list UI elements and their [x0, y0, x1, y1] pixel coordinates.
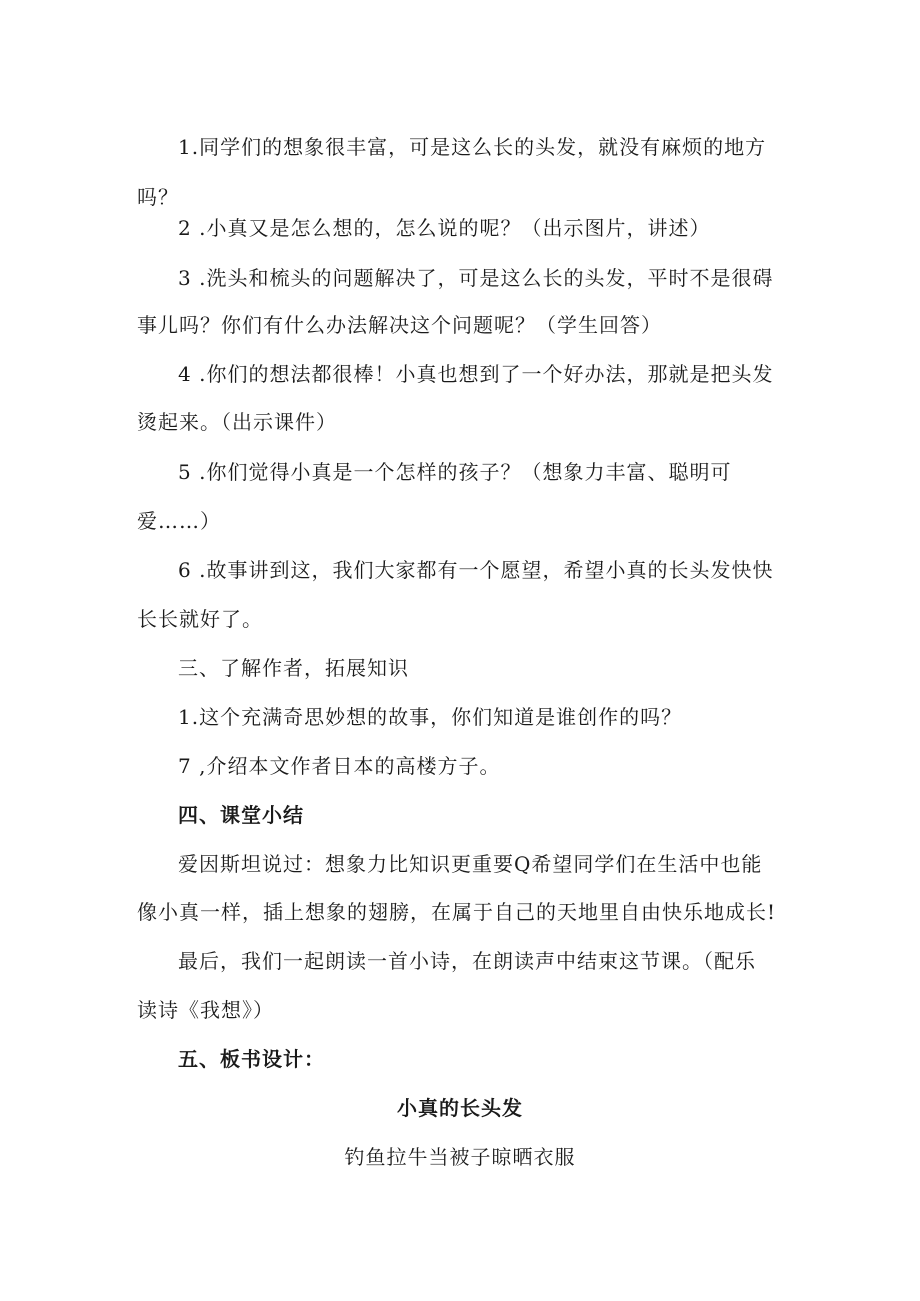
paragraph-2: 2 .小真又是怎么想的，怎么说的呢？（出示图片，讲述） — [178, 216, 711, 240]
paragraph-3-line-1: 3 .洗头和梳头的问题解决了，可是这么长的头发，平时不是很碍 — [178, 266, 774, 290]
paragraph-6-line-2: 长长就好了。 — [137, 607, 263, 631]
board-content-line: 钓鱼拉牛当被子晾晒衣服 — [344, 1145, 576, 1169]
section-4-paragraph-2-line-1: 最后，我们一起朗读一首小诗，在朗读声中结束这节课。（配乐 — [178, 949, 756, 973]
section-3-item-1: 1.这个充满奇思妙想的故事，你们知道是谁创作的吗？ — [178, 705, 683, 729]
section-5-heading: 五、板书设计： — [178, 1047, 325, 1071]
section-3-heading: 三、了解作者，拓展知识 — [178, 656, 409, 680]
paragraph-4-line-1: 4 .你们的想法都很棒！小真也想到了一个好办法，那就是把头发 — [178, 362, 774, 386]
paragraph-5-line-1: 5 .你们觉得小真是一个怎样的孩子？（想象力丰富、聪明可 — [178, 460, 732, 484]
paragraph-1-line-2: 吗？ — [137, 185, 179, 209]
paragraph-4-line-2: 烫起来。（出示课件） — [137, 410, 337, 434]
section-4-heading: 四、课堂小结 — [178, 803, 304, 827]
paragraph-5-line-2: 爱……） — [137, 509, 221, 533]
paragraph-3-line-2: 事儿吗？你们有什么办法解决这个问题呢？（学生回答） — [137, 313, 662, 337]
section-4-paragraph-1-line-1: 爱因斯坦说过：想象力比知识更重要Q希望同学们在生活中也能 — [178, 852, 763, 876]
paragraph-6-line-1: 6 .故事讲到这，我们大家都有一个愿望，希望小真的长头发快快 — [178, 558, 774, 582]
board-title: 小真的长头发 — [397, 1096, 523, 1120]
section-4-paragraph-2-line-2: 读诗《我想》） — [137, 998, 274, 1022]
section-3-item-2: 7 ,介绍本文作者日本的高楼方子。 — [178, 754, 501, 778]
paragraph-1-line-1: 1.同学们的想象很丰富，可是这么长的头发，就没有麻烦的地方 — [178, 135, 767, 159]
section-4-paragraph-1-line-2: 像小真一样，插上想象的翅膀，在属于自己的天地里自由快乐地成长! — [137, 900, 777, 924]
